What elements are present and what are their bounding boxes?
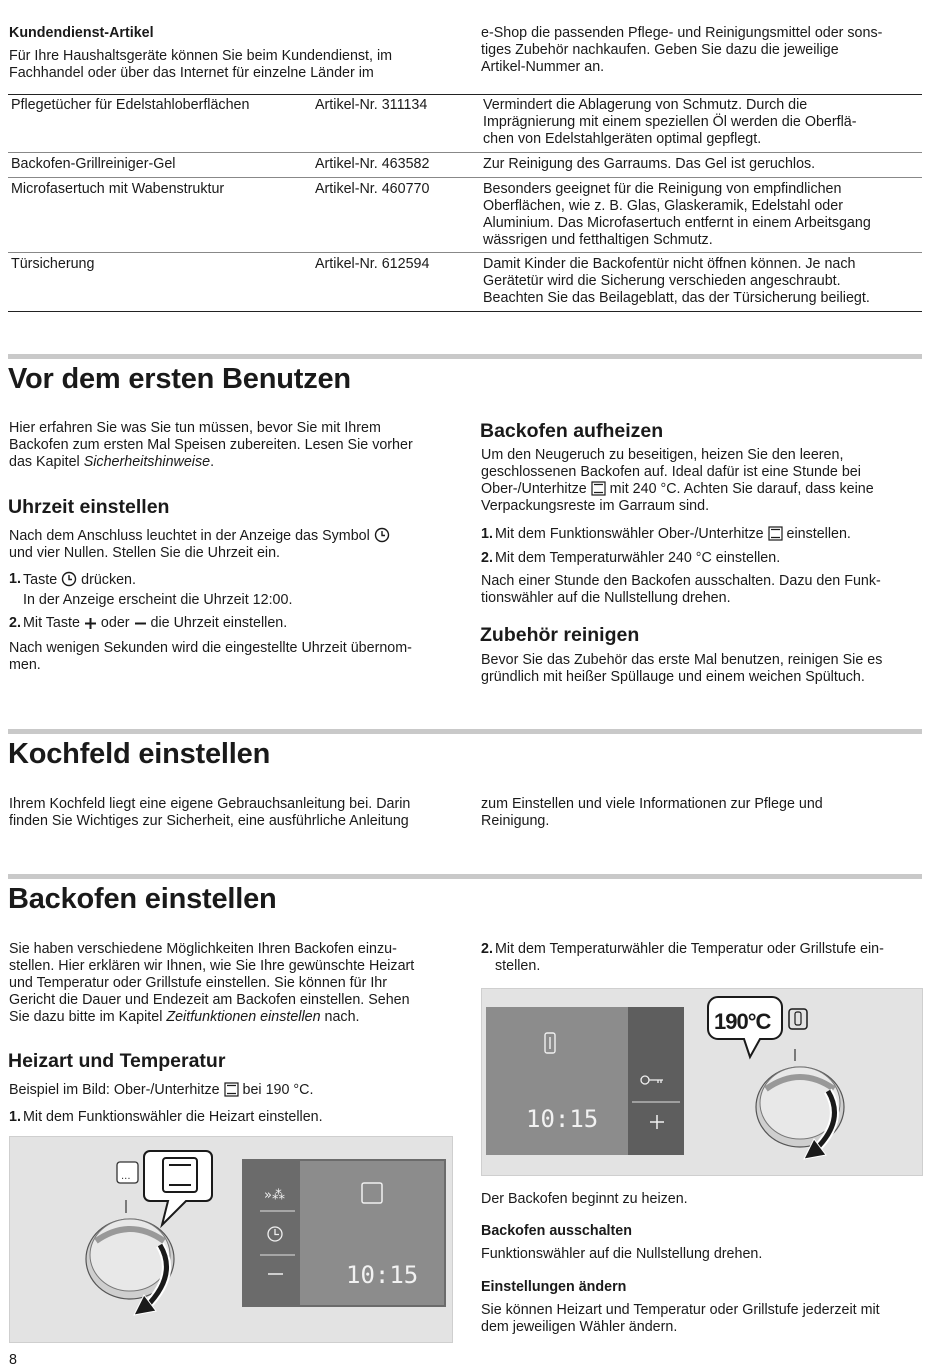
table-row-desc: Besonders geeignet für die Reinigung von empfindlichen Oberflächen, wie z. B. Glas, Glaskeramik, Edelstahl oder Aluminium. Das Microfasertuch entfernt in einem Arbeitsgang wässrigen und fetthaltigen Schmutz. (483, 181, 871, 248)
heizart-heading: Heizart und Temperatur (8, 1050, 226, 1072)
table-row-nr: Artikel-Nr. 311134 (315, 97, 428, 113)
function-knob-drawing (10, 1137, 452, 1342)
temperature-selector-illustration (481, 988, 923, 1176)
minus-icon (134, 617, 147, 630)
temperature-label: 190°C (714, 1009, 771, 1034)
temperature-knob-drawing (482, 989, 922, 1175)
display-clock: 10:15 (346, 1261, 419, 1289)
section-title-vor: Vor dem ersten Benutzen (8, 363, 351, 395)
uhrzeit-step-1-result: In der Anzeige erscheint die Uhrzeit 12:00. (23, 592, 293, 608)
kundendienst-intro-left: Für Ihre Haushaltsgeräte können Sie beim Kundendienst, im Fachhandel oder über das Internet für einzelne Länder im (9, 48, 393, 81)
kochfeld-right: zum Einstellen und viele Informationen zur Pflege und Reinigung. (481, 796, 823, 829)
svg-text:...: ... (121, 1171, 131, 1182)
heizart-paragraph: Beispiel im Bild: Ober-/Unterhitze bei 190 °C. (9, 1082, 314, 1098)
aufheizen-heading: Backofen aufheizen (480, 420, 664, 442)
table-row-desc: Vermindert die Ablagerung von Schmutz. Durch die Imprägnierung mit einem speziellen Öl werden die Oberflä- chen von Edelstahlgeräten optimal gepflegt. (483, 97, 857, 147)
aufheizen-paragraph: Um den Neugeruch zu beseitigen, heizen Sie den leeren, geschlossenen Backofen auf. Ideal dafür ist eine Stunde bei Ober-/Unterhitze mit 240 °C. Achten Sie darauf, dass keine Verpackungsreste im Garraum sind. (481, 447, 874, 514)
section-rule (8, 874, 922, 879)
table-row-nr: Artikel-Nr. 463582 (315, 156, 430, 172)
top-bottom-heat-icon (768, 526, 783, 541)
top-bottom-heat-icon (591, 481, 606, 496)
ausschalten-paragraph: Funktionswähler auf die Nullstellung drehen. (481, 1246, 763, 1262)
table-row-name: Türsicherung (11, 256, 95, 272)
kundendienst-heading: Kundendienst-Artikel (9, 25, 154, 41)
backofen-intro: Sie haben verschiedene Möglichkeiten Ihren Backofen einzu- stellen. Hier erklären wir Ihnen, wie Sie Ihre gewünschte Heizart und Temperatur oder Grillstufe einstellen. Sie können für Ihr Gericht die Dauer und Endezeit am Backofen einstellen. Sehen Sie dazu bitte im Kapitel Zeitfunktionen einstellen nach. (9, 941, 415, 1025)
page-number: 8 (9, 1352, 17, 1368)
kundendienst-intro-right: e-Shop die passenden Pflege- und Reinigungsmittel oder sons- tiges Zubehör nachkaufen. Geben Sie dazu die jeweilige Artikel-Nummer an. (481, 25, 883, 75)
function-selector-illustration (9, 1136, 453, 1343)
uhrzeit-note: Nach wenigen Sekunden wird die eingestellte Uhrzeit übernom- men. (9, 640, 412, 673)
clock-icon (61, 571, 77, 587)
zubehoer-paragraph: Bevor Sie das Zubehör das erste Mal benutzen, reinigen Sie es gründlich mit heißer Spüllauge und einem weichen Spültuch. (481, 652, 883, 685)
table-row-desc: Zur Reinigung des Garraums. Das Gel ist geruchlos. (483, 156, 816, 172)
table-row-name: Microfasertuch mit Wabenstruktur (11, 181, 225, 197)
section-rule (8, 354, 922, 359)
kochfeld-left: Ihrem Kochfeld liegt eine eigene Gebrauchsanleitung bei. Darin finden Sie Wichtiges zur Sicherheit, eine ausführliche Anleitung (9, 796, 411, 829)
ausschalten-heading: Backofen ausschalten (481, 1223, 632, 1239)
section-title-backofen: Backofen einstellen (8, 883, 277, 915)
table-row-rule (8, 177, 922, 178)
display-clock: 10:15 (526, 1105, 599, 1133)
heating-note: Der Backofen beginnt zu heizen. (481, 1191, 688, 1207)
aufheizen-note: Nach einer Stunde den Backofen ausschalten. Dazu den Funk- tionswähler auf die Nullstellung drehen. (481, 573, 881, 606)
vor-intro: Hier erfahren Sie was Sie tun müssen, bevor Sie mit Ihrem Backofen zum ersten Mal Speisen zubereiten. Lesen Sie vorher das Kapitel Sicherheitshinweise. (9, 420, 413, 470)
table-row-desc: Damit Kinder die Backofentür nicht öffnen können. Je nach Gerätetür wird die Sicherung verschieden angeschraubt. Beachten Sie das Beilageblatt, das der Türsicherung beiliegt. (483, 256, 870, 306)
top-bottom-heat-icon (224, 1082, 239, 1097)
clock-icon (374, 527, 390, 543)
section-title-kochfeld: Kochfeld einstellen (8, 738, 271, 770)
section-rule (8, 729, 922, 734)
table-row-nr: Artikel-Nr. 460770 (315, 181, 430, 197)
table-top-rule (8, 94, 922, 95)
table-row-rule (8, 152, 922, 153)
plus-icon (84, 617, 97, 630)
svg-text:»⁂: »⁂ (264, 1188, 285, 1203)
table-row-name: Backofen-Grillreiniger-Gel (11, 156, 176, 172)
uhrzeit-paragraph: Nach dem Anschluss leuchtet in der Anzeige das Symbol und vier Nullen. Stellen Sie die Uhrzeit ein. (9, 527, 390, 562)
aendern-heading: Einstellungen ändern (481, 1279, 627, 1295)
table-row-nr: Artikel-Nr. 612594 (315, 256, 430, 272)
aendern-paragraph: Sie können Heizart und Temperatur oder Grillstufe jederzeit mit dem jeweiligen Wähler ändern. (481, 1302, 880, 1335)
table-row-name: Pflegetücher für Edelstahloberflächen (11, 97, 250, 113)
table-bottom-rule (8, 311, 922, 312)
zubehoer-heading: Zubehör reinigen (480, 624, 640, 646)
table-row-rule (8, 252, 922, 253)
uhrzeit-heading: Uhrzeit einstellen (8, 496, 170, 518)
